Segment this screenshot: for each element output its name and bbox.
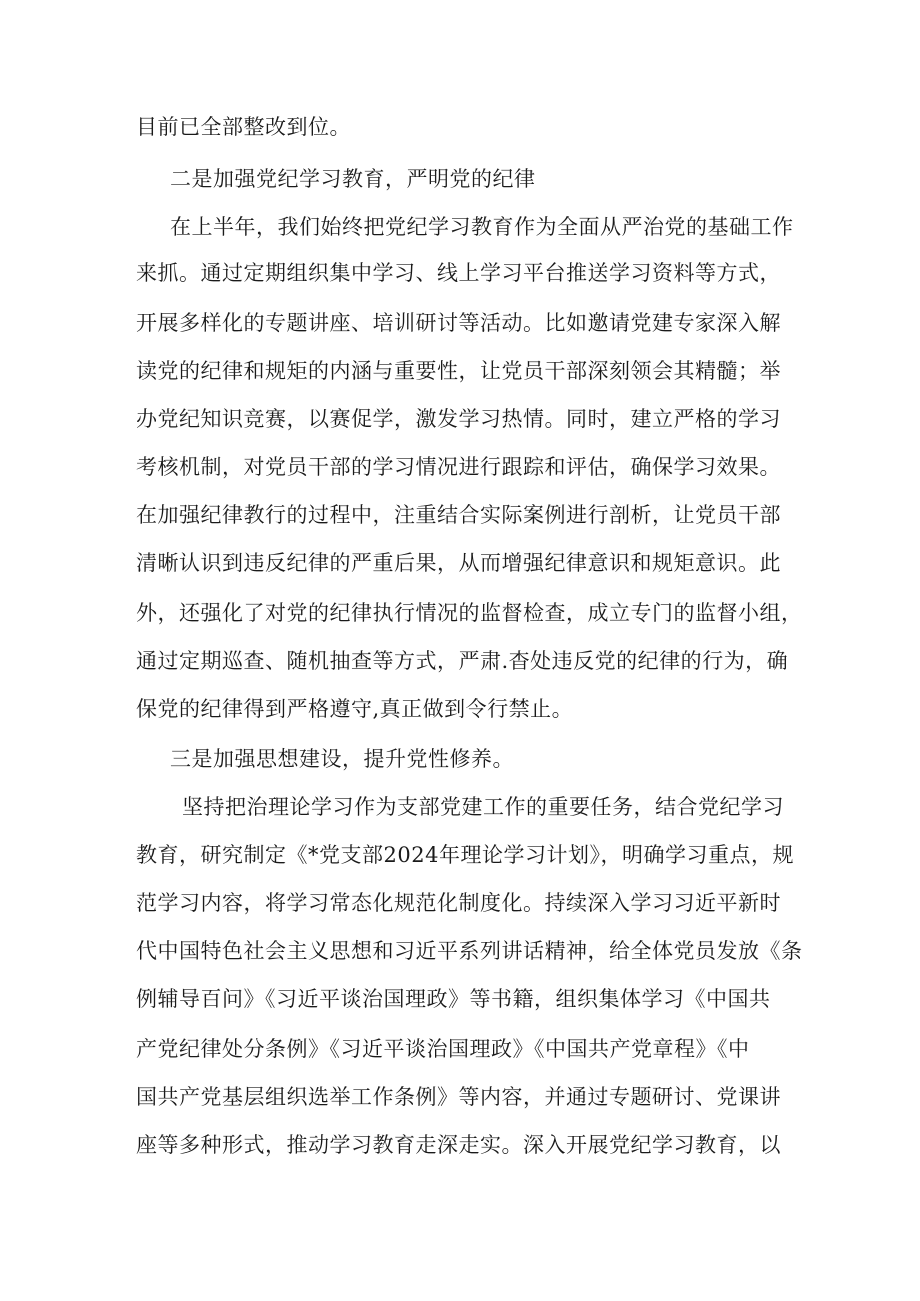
text-line: 办党纪知识竞赛，以赛促学，激发学习热情。同时，建立严格的学习 <box>136 407 781 431</box>
text-line: 保党的纪律得到严格遵守,真正做到令行禁止。 <box>136 697 574 721</box>
section-heading: 三是加强思想建设，提升党性修养。 <box>170 747 514 771</box>
text-line: 在上半年，我们始终把党纪学习教育作为全面从严治党的基础工作 <box>170 215 794 239</box>
text-line: 在加强纪律教行的过程中，注重结合实际案例进行剖析，让党员干部 <box>136 503 781 527</box>
section-heading: 二是加强党纪学习教育，严明党的纪律 <box>170 167 536 191</box>
text-line: 来抓。通过定期组织集中学习、线上学习平台推送学习资料等方式， <box>136 261 781 285</box>
text-line: 考核机制，对党员干部的学习情况进行跟踪和评估，确保学习效果。 <box>136 455 781 479</box>
text-line: 例辅导百问》《习近平谈治国理政》等书籍，组织集体学习《中国共 <box>136 987 771 1011</box>
text-line: 清晰认识到违反纪律的严重后果，从而增强纪律意识和规矩意识。此 <box>136 551 781 575</box>
text-line: 范学习内容，将学习常态化规范化制度化。持续深入学习习近平新时 <box>136 891 781 915</box>
text-line: 国共产党基层组织选举工作条例》等内容，并通过专题研讨、党课讲 <box>136 1085 781 1109</box>
text-line: 产党纪律处分条例》《习近平谈治国理政》《中国共产党章程》《中 <box>136 1037 750 1061</box>
text-line: 代中国特色社会主义思想和习近平系列讲话精神，给全体党员发放《条 <box>136 939 803 963</box>
text-line: 目前已全部整改到位。 <box>136 115 351 139</box>
text-line: 外，还强化了对党的纪律执行情况的监督检查，成立专门的监督小组， <box>136 601 803 625</box>
text-line: 通过定期巡查、随机抽查等方式，严肃.杳处违反党的纪律的行为，确 <box>136 649 789 673</box>
text-line: 坚持把治理论学习作为支部党建工作的重要任务，结合党纪学习 <box>182 795 784 819</box>
text-line: 教育，研究制定《*党支部2024年理论学习计划》，明确学习重点，规 <box>136 843 794 867</box>
text-line: 读党的纪律和规矩的内涵与重要性，让党员干部深刻领会其精髓；举 <box>136 359 781 383</box>
text-line: 开展多样化的专题讲座、培训研讨等活动。比如邀请党建专家深入解 <box>136 311 781 335</box>
text-line: 座等多种形式，推动学习教育走深走实。深入开展党纪学习教育，以 <box>136 1133 781 1157</box>
